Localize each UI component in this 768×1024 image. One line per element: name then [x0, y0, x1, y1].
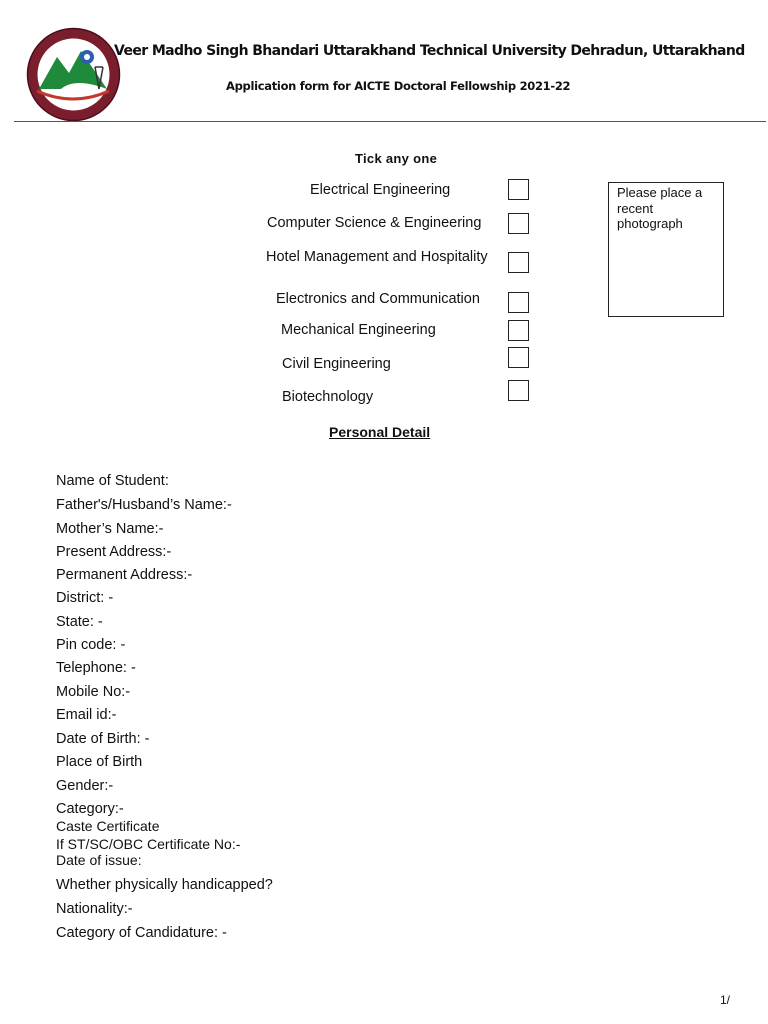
checkbox-electronics[interactable] [508, 292, 529, 313]
photo-instruction: Please place a recent photograph [617, 185, 703, 231]
course-label-electrical: Electrical Engineering [310, 182, 451, 198]
field-place-of-birth: Place of Birth [56, 754, 143, 770]
course-label-civil: Civil Engineering [282, 356, 391, 372]
header-divider [14, 121, 766, 122]
field-gender: Gender:- [56, 778, 114, 794]
course-label-biotechnology: Biotechnology [282, 389, 374, 405]
personal-detail-heading: Personal Detail [329, 424, 431, 440]
field-caste-certificate: Caste Certificate [56, 818, 160, 834]
checkbox-mechanical[interactable] [508, 320, 529, 341]
field-category: Category:- [56, 801, 124, 817]
course-label-hotel-management: Hotel Management and Hospitality [266, 249, 488, 265]
field-telephone: Telephone: - [56, 660, 136, 676]
field-date-of-issue: Date of issue: [56, 852, 142, 868]
field-state: State: - [56, 614, 103, 630]
checkbox-hotel-management[interactable] [508, 252, 529, 273]
checkbox-biotechnology[interactable] [508, 380, 529, 401]
page-number: 1/ [720, 993, 731, 1007]
field-email: Email id:- [56, 707, 117, 723]
checkbox-civil[interactable] [508, 347, 529, 368]
field-district: District: - [56, 590, 114, 606]
field-category-of-candidature: Category of Candidature: - [56, 925, 227, 941]
course-label-computer-science: Computer Science & Engineering [267, 215, 482, 231]
field-father-husband-name: Father's/Husband’s Name:- [56, 497, 232, 513]
field-mobile: Mobile No:- [56, 684, 131, 700]
tick-heading: Tick any one [355, 151, 438, 166]
field-present-address: Present Address:- [56, 544, 172, 560]
university-title: Veer Madho Singh Bhandari Uttarakhand Technical University Dehradun, Uttarakhand [114, 43, 745, 59]
field-physically-handicapped: Whether physically handicapped? [56, 877, 273, 893]
form-title: Application form for AICTE Doctoral Fellowship 2021-22 [226, 79, 571, 93]
course-label-mechanical: Mechanical Engineering [281, 322, 436, 338]
field-pin-code: Pin code: - [56, 637, 126, 653]
field-nationality: Nationality:- [56, 901, 133, 917]
university-logo [23, 27, 124, 122]
field-mother-name: Mother’s Name:- [56, 521, 164, 537]
field-date-of-birth: Date of Birth: - [56, 731, 150, 747]
checkbox-electrical[interactable] [508, 179, 529, 200]
course-label-electronics: Electronics and Communication [276, 291, 480, 307]
checkbox-computer-science[interactable] [508, 213, 529, 234]
field-permanent-address: Permanent Address:- [56, 567, 193, 583]
field-name-of-student: Name of Student: [56, 473, 169, 489]
field-certificate-number: If ST/SC/OBC Certificate No:- [56, 836, 241, 852]
